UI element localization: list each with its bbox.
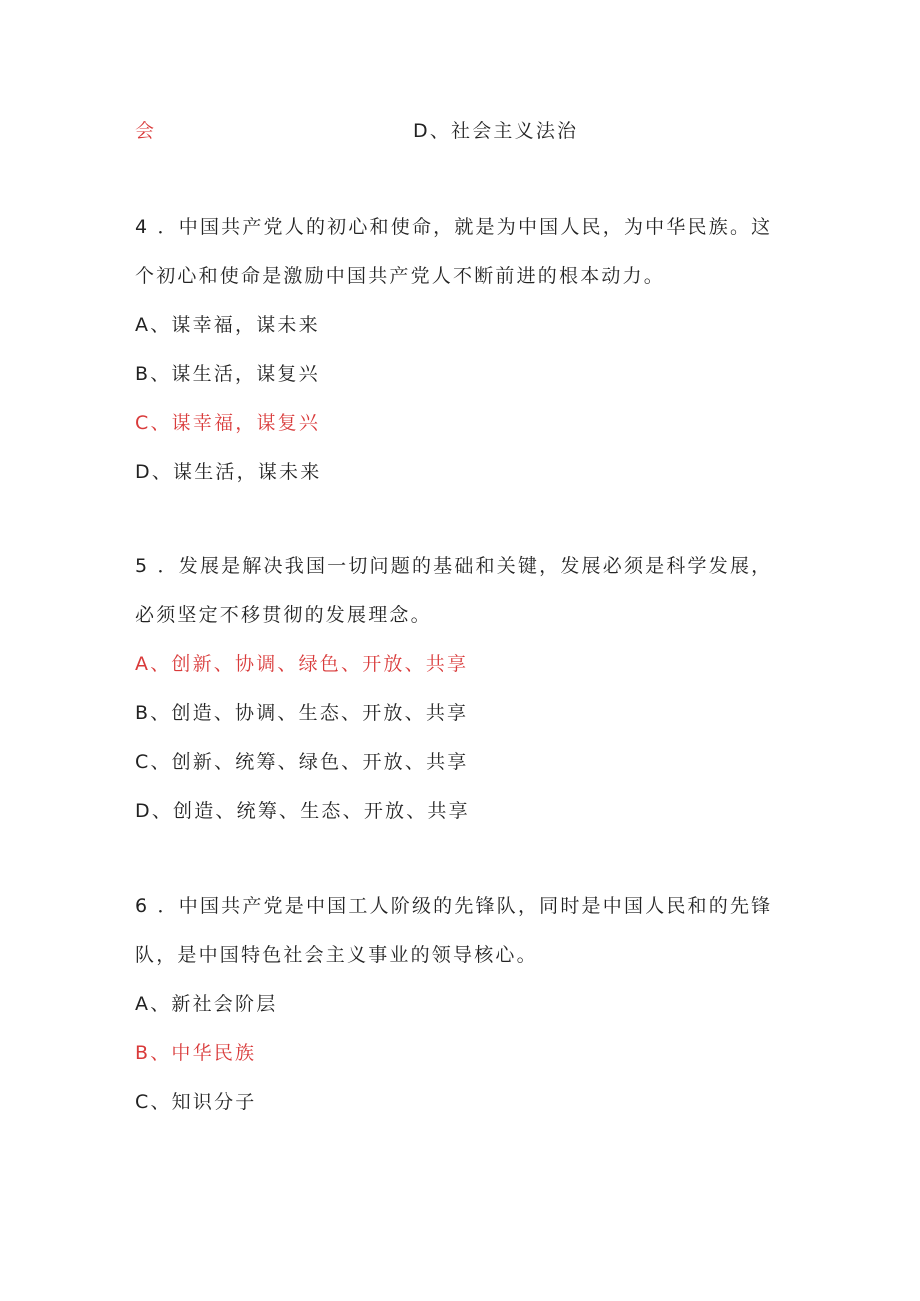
top-fragment: 会 [135, 120, 157, 142]
question-number: 6 [135, 895, 150, 917]
question-4-option-a: A、谋幸福，谋未来 [135, 314, 320, 336]
question-number: 4 [135, 216, 150, 238]
stem-text: ．中国共产党人的初心和使命，就是为中国人民，为中华民族。这 [157, 216, 773, 238]
question-4-option-b: B、谋生活，谋复兴 [135, 363, 320, 385]
question-4-stem-line-1 [135, 214, 772, 240]
stem-text: ．发展是解决我国一切问题的基础和关键，发展必须是科学发展， [157, 555, 773, 577]
question-5-stem-line-1 [135, 553, 772, 579]
stem-text: ．中国共产党是中国工人阶级的先锋队，同时是中国人民和的先锋 [157, 895, 773, 917]
question-4-option-c-answer: C、谋幸福，谋复兴 [135, 412, 321, 434]
question-6-stem-line-1 [135, 893, 772, 919]
top-option-d: D、社会主义法治 [413, 120, 579, 142]
question-4-stem-line-2: 个初心和使命是激励中国共产党人不断前进的根本动力。 [135, 265, 666, 287]
question-6-option-a: A、新社会阶层 [135, 993, 278, 1015]
question-5-option-a-answer: A、创新、协调、绿色、开放、共享 [135, 653, 469, 675]
question-6-option-c: C、知识分子 [135, 1091, 257, 1113]
question-5-option-c: C、创新、统筹、绿色、开放、共享 [135, 751, 469, 773]
question-6-stem-line-2: 队，是中国特色社会主义事业的领导核心。 [135, 944, 538, 966]
question-5-option-d: D、创造、统筹、生态、开放、共享 [135, 800, 470, 822]
question-5-option-b: B、创造、协调、生态、开放、共享 [135, 702, 469, 724]
question-6-option-b-answer: B、中华民族 [135, 1042, 257, 1064]
question-5-stem-line-2: 必须坚定不移贯彻的发展理念。 [135, 604, 432, 626]
question-number: 5 [135, 555, 150, 577]
question-4-option-d: D、谋生活，谋未来 [135, 461, 322, 483]
